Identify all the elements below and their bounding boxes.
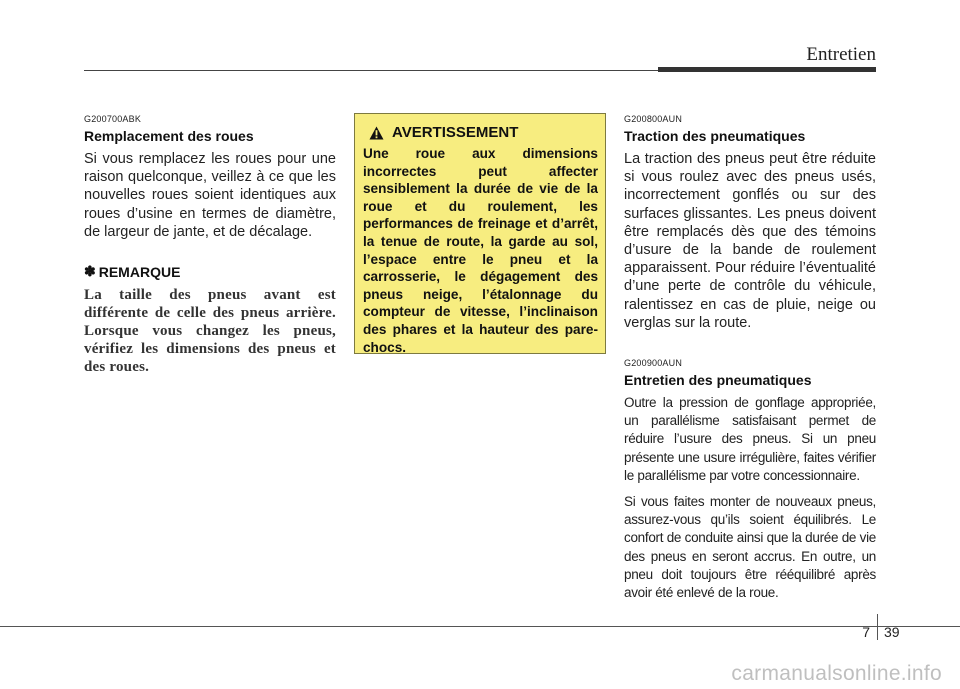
warning-box (354, 113, 606, 354)
note-heading-label: REMARQUE (98, 263, 181, 280)
section-heading: Remplacement des roues (84, 128, 254, 144)
section-paragraph: Si vous remplacez les roues pour une raison quelconque, veillez à ce que les nouvelles roues soient identiques aux roues d’usine en termes de diamètre, de largeur de jante, et de décalage. (84, 151, 336, 240)
section-code: G200900AUN (624, 358, 683, 369)
right-column (624, 108, 876, 610)
section-title: Entretien (806, 44, 876, 65)
page-number-divider (877, 614, 878, 640)
section-code: G200800AUN (624, 114, 683, 124)
note-heading (84, 263, 336, 280)
section-paragraph: Si vous faites monter de nouveaux pneus, assurez-vous qu’ils soient équilibrés. Le confort de conduite ainsi que la durée de vie des pneus en seront accrus. En outre, un pneu doit toujours être rééquilibré après avoir été enlevé de la roue. (624, 494, 876, 601)
warning-header (369, 124, 598, 141)
warning-text: Une roue aux dimensions incorrectes peut affecter sensiblement la durée de vie de la roue et du roulement, les performances de freinage et d’arrêt, la tenue de route, la garde au sol, l’espace entre le pneu et la carrosserie, le dégagement des pneus neige, l’étalonnage du compteur de vitesse, l’inclinaison des phares et la hauteur des pare-chocs. (363, 146, 598, 355)
chapter-number: 7 (862, 624, 870, 640)
note-text: La taille des pneus avant est différente de celle des pneus arrière. Lorsque vous changez les pneus, vérifiez les dimensions des pneus et des roues. (84, 287, 336, 376)
section-heading: Entretien des pneumatiques (624, 372, 812, 389)
section-heading: Traction des pneumatiques (624, 128, 806, 144)
footer-rule (0, 626, 960, 627)
warning-title: AVERTISSEMENT (392, 124, 519, 141)
left-column (84, 108, 336, 376)
section-code: G200700ABK (84, 114, 142, 124)
header-rule-accent (658, 67, 876, 72)
section-paragraph: La traction des pneus peut être réduite si vous roulez avec des pneus usés, incorrectement gonflés ou sur des surfaces glissantes. Les pneus doivent être remplacés dès que des témoins d’usure de la bande de roulement apparaissent. Pour réduire l’éventualité d’une perte de contrôle du véhicule, ralentissez en cas de pluie, neige ou verglas sur la route. (624, 151, 876, 331)
page-number: 39 (884, 624, 900, 640)
asterisk-icon: ✽ (84, 263, 96, 280)
warning-triangle-icon (369, 126, 384, 140)
watermark: carmanualsonline.info (731, 662, 942, 685)
section-paragraph: Outre la pression de gonflage appropriée, un parallélisme satisfaisant permet de réduire l’usure des pneus. Si un pneu présente une usure irrégulière, faites vérifier le parallélisme par votre concessionnaire. (624, 395, 876, 483)
